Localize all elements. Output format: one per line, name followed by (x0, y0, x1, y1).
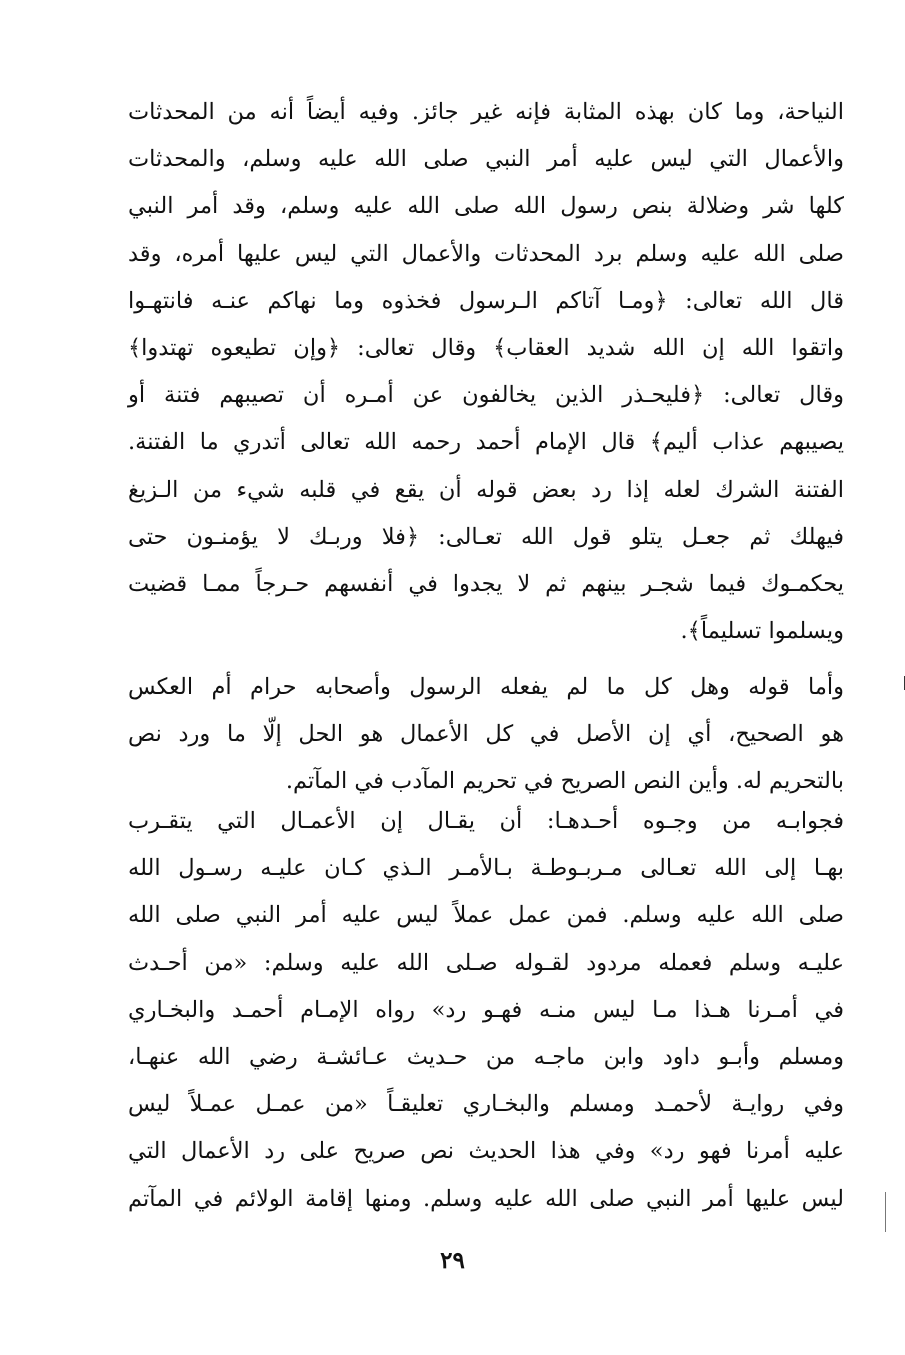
margin-mark (885, 1192, 886, 1232)
text-line: وقال تعالى: ﴿فليحـذر الذين يخالفون عن أمـره أن تصيبهم فتنة أو (128, 382, 844, 409)
text-line: عليه أمرنا فهو رد» وفي هذا الحديث نص صريح على رد الأعمال التي (128, 1138, 844, 1165)
text-line: الفتنة الشرك لعله إذا رد بعض قوله أن يقع في قلبه شيء من الـزيغ (128, 476, 844, 503)
text-line: ليس عليها أمر النبي صلى الله عليه وسلم. ومنها إقامة الولائم في المآتم (128, 1185, 844, 1212)
text-line: في أمـرنا هـذا مـا ليس منـه فهـو رد» رواه الإمـام أحمـد والبخـاري (128, 996, 844, 1023)
paragraph-3 (128, 798, 844, 1223)
paragraph-2 (128, 664, 844, 806)
text-line: النياحة، وما كان بهذه المثابة فإنه غير جائز. وفيه أيضاً أنه من المحدثات (128, 99, 844, 125)
text-line: هو الصحيح، أي إن الأصل في كل الأعمال هو الحل إلّا ما ورد نص (128, 721, 844, 748)
text-line: صلى الله عليه وسلم برد المحدثات والأعمال التي ليس عليها أمره، وقد (128, 240, 844, 267)
text-line: بالتحريم له. وأين النص الصريح في تحريم المآدب في المآتم. (285, 768, 844, 795)
text-line: فيهلك ثم جعـل يتلو قول الله تعـالى: ﴿فلا وربـك لا يؤمنـون حتى (128, 523, 844, 550)
text-line: واتقوا الله إن الله شديد العقاب﴾ وقال تعالى: ﴿وإن تطيعوه تهتدوا﴾ (128, 334, 844, 361)
text-line: ومسلم وأبـو داود وابن ماجـه من حـديث عـائشـة رضي الله عنهـا، (128, 1043, 844, 1070)
text-line: فجوابـه من وجـوه أحـدهـا: أن يقـال إن الأعمـال التي يتقـرب (128, 808, 844, 834)
page-number: ٢٩ (440, 1247, 465, 1274)
text-line: بهـا إلى الله تعـالى مـربـوطـة بـالأمـر الـذي كـان عليـه رسـول الله (128, 855, 844, 882)
text-line: يحكمـوك فيما شجـر بينهم ثم لا يجدوا في أنفسهم حـرجاً ممـا قضيت (128, 570, 844, 597)
text-line: كلها شر وضلالة بنص رسول الله صلى الله عليه وسلم، وقد أمر النبي (128, 193, 844, 220)
text-line: وفي روايـة لأحمـد ومسلم والبخـاري تعليقـاً «من عمـل عمـلاً ليس (128, 1091, 844, 1118)
text-line: وأما قوله وهل كل ما لم يفعله الرسول وأصحابه حرام أم العكس (128, 674, 844, 700)
paragraph-1 (128, 89, 844, 655)
text-line: والأعمال التي ليس عليه أمر النبي صلى الله عليه وسلم، والمحدثات (128, 146, 844, 173)
text-line: قال الله تعالى: ﴿ومـا آتاكم الـرسول فخذوه وما نهاكم عنـه فانتهـوا (128, 287, 844, 314)
text-line: صلى الله عليه وسلم. فمن عمل عملاً ليس عليه أمر النبي صلى الله (128, 902, 844, 929)
text-line: ويسلموا تسليماً﴾. (680, 618, 844, 645)
text-line: عليـه وسلم فعمله مردود لقـوله صـلى الله عليه وسلم: «من أحـدث (128, 949, 844, 976)
text-line: يصيبهم عذاب أليم﴾ قال الإمام أحمد رحمه الله تعالى أتدري ما الفتنة. (128, 429, 844, 456)
